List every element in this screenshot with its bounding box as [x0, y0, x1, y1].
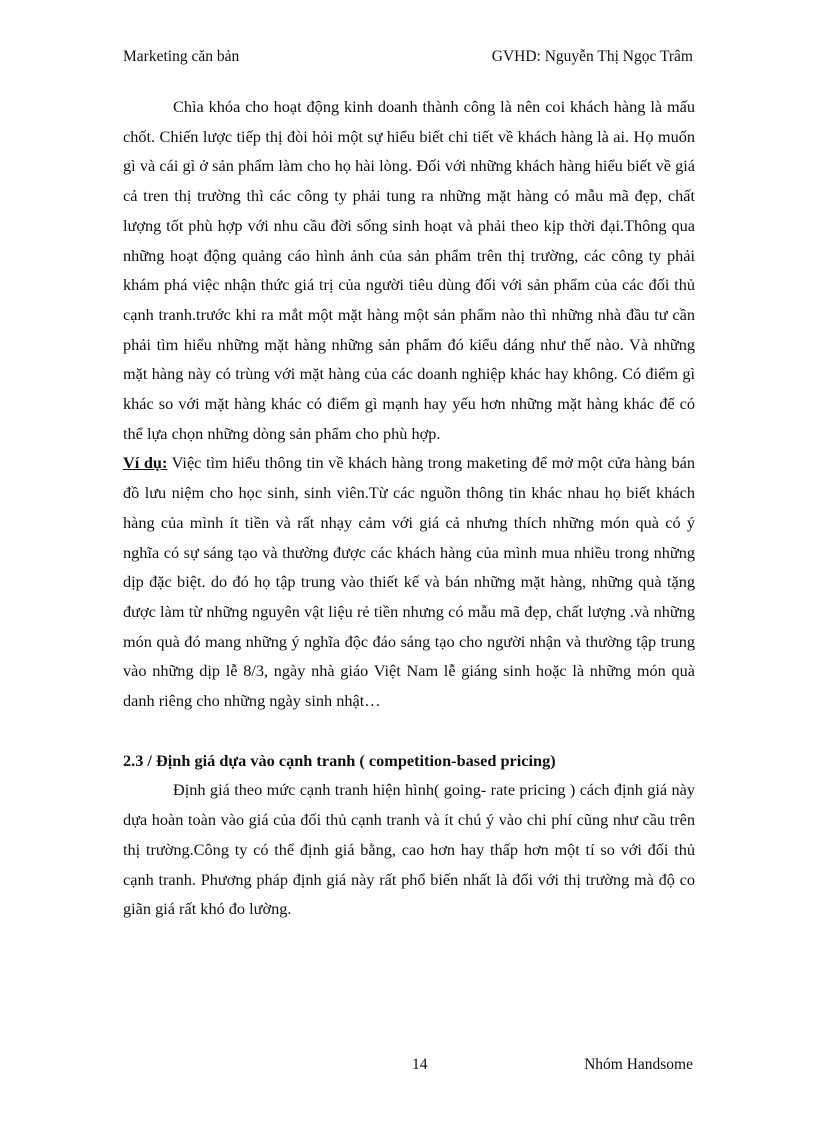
section-heading: 2.3 / Định giá dựa vào cạnh tranh ( competition-based pricing) [123, 750, 556, 770]
pricing-paragraph: Định giá theo mức cạnh tranh hiện hình( going- rate pricing ) cách định giá này dựa hoàn toàn vào giá của đối thủ cạnh tranh và ít chú ý vào chi phí cũng như cầu trên thị trường.Công ty có thể định giá bằng, cao hơn hay thấp hơn một tí so với đối thủ cạnh tranh. Phương pháp định giá này rất phổ biến nhất là đối với thị trường mà độ co giãn giá rất khó đo lường. [123, 780, 695, 919]
header-instructor: GVHD: Nguyễn Thị Ngọc Trâm [491, 48, 693, 65]
page-body [123, 92, 695, 924]
page-header [123, 48, 693, 70]
example-paragraph [123, 448, 695, 715]
example-text: Việc tìm hiểu thông tin về khách hàng trong maketing để mở một cửa hàng bán đồ lưu niệm cho học sinh, sinh viên.Từ các nguồn thông tin khác nhau họ biết khách hàng của mình ít tiền và rất nhạy cảm với giá cả nhưng thích những món quà có ý nghĩa có sự sáng tạo và thường được các khách hàng của mình mua nhiều trong những dịp đặc biệt. do đó họ tập trung vào thiết kế và bán những mặt hàng, những quà tặng được làm từ những nguyên vật liệu rẻ tiền nhưng có mẫu mã đẹp, chất lượng .và những món quà đó mang những ý nghĩa độc đáo sáng tạo cho người nhận và thường tập trung vào những dịp lễ 8/3, ngày nhà giáo Việt Nam lễ giáng sinh hoặc là những món quà danh riêng cho những ngày sinh nhật… [123, 453, 695, 711]
page-number: 14 [412, 1056, 428, 1073]
intro-paragraph: Chìa khóa cho hoạt động kinh doanh thành công là nên coi khách hàng là mấu chốt. Chiến lược tiếp thị đòi hỏi một sự hiểu biết chi tiết về khách hàng là ai. Họ muốn gì và cái gì ở sản phẩm làm cho họ hài lòng. Đối với những khách hàng hiểu biết về giá cả tren thị trường thì các công ty phải tung ra những mặt hàng có mẫu mã đẹp, chất lượng tốt phù hợp với nhu cầu đời sống sinh hoạt và phải theo kịp thời đại.Thông qua những hoạt động quảng cáo hình ảnh của sản phẩm trên thị trường, các công ty phải khám phá việc nhận thức giá trị của người tiêu dùng đối với sản phẩm của các đối thủ cạnh tranh.trước khi ra mắt một mặt hàng một sản phẩm nào thì những nhà đầu tư cần phải tìm hiểu những mặt hàng những sản phẩm đó kiểu dáng như thế nào. Và những mặt hàng này có trùng với mặt hàng của các doanh nghiệp khác hay không. Có điểm gì khác so với mặt hàng khác có điểm gì mạnh hay yếu hơn những mặt hàng khác để có thể lựa chọn những dòng sản phẩm cho phù hợp. [123, 97, 695, 443]
group-name: Nhóm Handsome [584, 1056, 693, 1073]
header-course-title: Marketing căn bản [123, 48, 240, 65]
page-footer [123, 1056, 693, 1078]
section-spacer [123, 716, 695, 746]
example-label: Ví dụ: [123, 453, 168, 473]
